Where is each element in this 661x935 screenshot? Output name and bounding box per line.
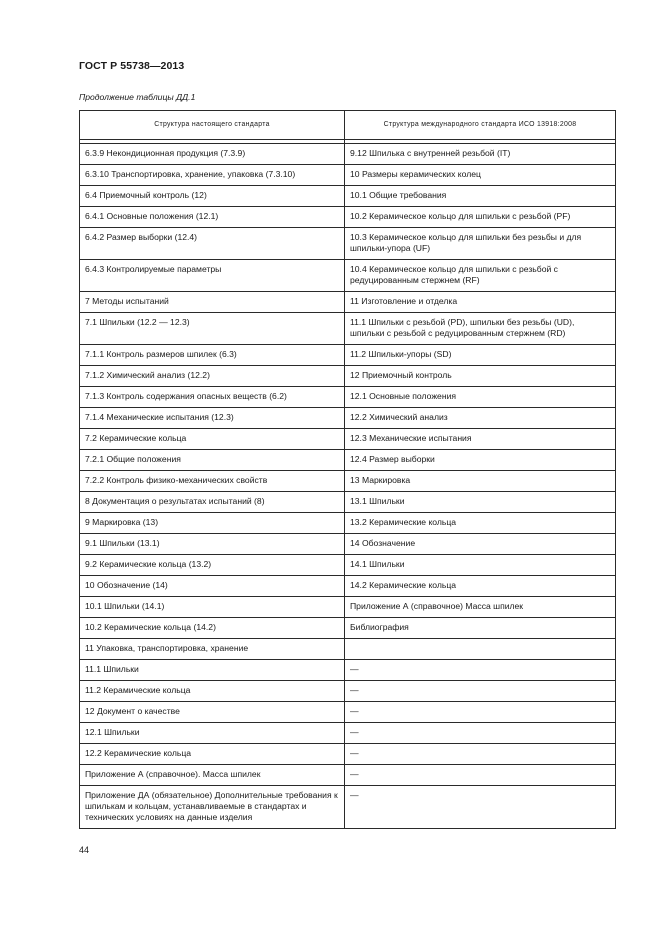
table-row bbox=[80, 660, 616, 681]
cell-national-section: 12.2 Керамические кольца bbox=[80, 744, 345, 765]
cell-national-section: 7.2.1 Общие положения bbox=[80, 450, 345, 471]
table-row bbox=[80, 765, 616, 786]
cell-iso-section: 12.3 Механические испытания bbox=[345, 429, 616, 450]
cell-national-section: 9 Маркировка (13) bbox=[80, 513, 345, 534]
cell-national-section: 7.1.1 Контроль размеров шпилек (6.3) bbox=[80, 345, 345, 366]
cell-national-section: 10.1 Шпильки (14.1) bbox=[80, 597, 345, 618]
column-header-national: Структура настоящего стандарта bbox=[80, 111, 345, 140]
table-row bbox=[80, 744, 616, 765]
document-id: ГОСТ Р 55738—2013 bbox=[79, 60, 185, 72]
table-row bbox=[80, 144, 616, 165]
table-row bbox=[80, 618, 616, 639]
cell-national-section: 7.1.3 Контроль содержания опасных веществ (6.2) bbox=[80, 387, 345, 408]
cell-national-section: 7.2 Керамические кольца bbox=[80, 429, 345, 450]
cell-iso-section: 13 Маркировка bbox=[345, 471, 616, 492]
cell-iso-section: — bbox=[345, 702, 616, 723]
cell-iso-section: — bbox=[345, 723, 616, 744]
cell-iso-section: 10.1 Общие требования bbox=[345, 186, 616, 207]
table-row bbox=[80, 207, 616, 228]
cell-national-section: 10.2 Керамические кольца (14.2) bbox=[80, 618, 345, 639]
cell-national-section: 7.1.4 Механические испытания (12.3) bbox=[80, 408, 345, 429]
table-caption: Продолжение таблицы ДД.1 bbox=[79, 92, 196, 102]
cell-iso-section: — bbox=[345, 744, 616, 765]
cell-national-section: 6.3.10 Транспортировка, хранение, упаковка (7.3.10) bbox=[80, 165, 345, 186]
cell-iso-section: 12 Приемочный контроль bbox=[345, 366, 616, 387]
cell-national-section: 7.2.2 Контроль физико-механических свойств bbox=[80, 471, 345, 492]
cell-iso-section: 13.1 Шпильки bbox=[345, 492, 616, 513]
table-row bbox=[80, 345, 616, 366]
table-row bbox=[80, 702, 616, 723]
page-number: 44 bbox=[79, 845, 90, 855]
cell-iso-section bbox=[345, 639, 616, 660]
table-row bbox=[80, 534, 616, 555]
table-row bbox=[80, 471, 616, 492]
cell-national-section: 7.1.2 Химический анализ (12.2) bbox=[80, 366, 345, 387]
column-header-international: Структура международного стандарта ИСО 13918:2008 bbox=[345, 111, 616, 140]
cell-national-section: 12 Документ о качестве bbox=[80, 702, 345, 723]
cell-national-section: 7.1 Шпильки (12.2 — 12.3) bbox=[80, 313, 345, 345]
cell-iso-section: — bbox=[345, 681, 616, 702]
table-row bbox=[80, 681, 616, 702]
cell-national-section: 6.4.1 Основные положения (12.1) bbox=[80, 207, 345, 228]
cell-iso-section: 12.2 Химический анализ bbox=[345, 408, 616, 429]
cell-national-section: 12.1 Шпильки bbox=[80, 723, 345, 744]
table-row bbox=[80, 313, 616, 345]
table-row bbox=[80, 228, 616, 260]
table-row bbox=[80, 786, 616, 829]
cell-iso-section: 14 Обозначение bbox=[345, 534, 616, 555]
table-row bbox=[80, 555, 616, 576]
table-row bbox=[80, 639, 616, 660]
cell-iso-section: 11 Изготовление и отделка bbox=[345, 292, 616, 313]
cell-iso-section: 9.12 Шпилька с внутренней резьбой (IT) bbox=[345, 144, 616, 165]
cell-iso-section: 11.2 Шпильки-упоры (SD) bbox=[345, 345, 616, 366]
cell-national-section: 10 Обозначение (14) bbox=[80, 576, 345, 597]
table-row bbox=[80, 387, 616, 408]
cell-national-section: 6.4.3 Контролируемые параметры bbox=[80, 260, 345, 292]
table-row bbox=[80, 366, 616, 387]
cell-iso-section: Библиография bbox=[345, 618, 616, 639]
cell-iso-section: 12.1 Основные положения bbox=[345, 387, 616, 408]
cell-national-section: 9.1 Шпильки (13.1) bbox=[80, 534, 345, 555]
cell-national-section: 6.4.2 Размер выборки (12.4) bbox=[80, 228, 345, 260]
cell-national-section: 6.4 Приемочный контроль (12) bbox=[80, 186, 345, 207]
cell-national-section: Приложение А (справочное). Масса шпилек bbox=[80, 765, 345, 786]
table-row bbox=[80, 492, 616, 513]
cell-iso-section: 10 Размеры керамических колец bbox=[345, 165, 616, 186]
cell-national-section: 9.2 Керамические кольца (13.2) bbox=[80, 555, 345, 576]
table-row bbox=[80, 186, 616, 207]
cell-iso-section: 10.2 Керамическое кольцо для шпильки с резьбой (PF) bbox=[345, 207, 616, 228]
cell-iso-section: — bbox=[345, 765, 616, 786]
table-row bbox=[80, 260, 616, 292]
table-row bbox=[80, 597, 616, 618]
cell-iso-section: 10.4 Керамическое кольцо для шпильки с резьбой с редуцированным стержнем (RF) bbox=[345, 260, 616, 292]
cell-iso-section: 13.2 Керамические кольца bbox=[345, 513, 616, 534]
table-row bbox=[80, 292, 616, 313]
table-body bbox=[80, 144, 616, 829]
table-row bbox=[80, 408, 616, 429]
table-row bbox=[80, 513, 616, 534]
cell-iso-section: — bbox=[345, 660, 616, 681]
cell-iso-section: — bbox=[345, 786, 616, 829]
cell-national-section: 7 Методы испытаний bbox=[80, 292, 345, 313]
cell-iso-section: 10.3 Керамическое кольцо для шпильки без резьбы и для шпильки-упора (UF) bbox=[345, 228, 616, 260]
correspondence-table bbox=[79, 110, 616, 829]
cell-iso-section: 11.1 Шпильки с резьбой (PD), шпильки без резьбы (UD), шпильки с резьбой с редуцированным стержнем (RD) bbox=[345, 313, 616, 345]
cell-national-section: Приложение ДА (обязательное) Дополнительные требования к шпилькам и кольцам, устанавливаемые в стандартах и технических условиях на данные изделия bbox=[80, 786, 345, 829]
cell-national-section: 6.3.9 Некондиционная продукция (7.3.9) bbox=[80, 144, 345, 165]
cell-iso-section: 12.4 Размер выборки bbox=[345, 450, 616, 471]
table-row bbox=[80, 723, 616, 744]
cell-national-section: 11.2 Керамические кольца bbox=[80, 681, 345, 702]
cell-iso-section: 14.1 Шпильки bbox=[345, 555, 616, 576]
cell-iso-section: Приложение А (справочное) Масса шпилек bbox=[345, 597, 616, 618]
table-row bbox=[80, 165, 616, 186]
table-row bbox=[80, 450, 616, 471]
table-row bbox=[80, 576, 616, 597]
table-row bbox=[80, 429, 616, 450]
cell-national-section: 8 Документация о результатах испытаний (8) bbox=[80, 492, 345, 513]
cell-national-section: 11 Упаковка, транспортировка, хранение bbox=[80, 639, 345, 660]
cell-national-section: 11.1 Шпильки bbox=[80, 660, 345, 681]
cell-iso-section: 14.2 Керамические кольца bbox=[345, 576, 616, 597]
